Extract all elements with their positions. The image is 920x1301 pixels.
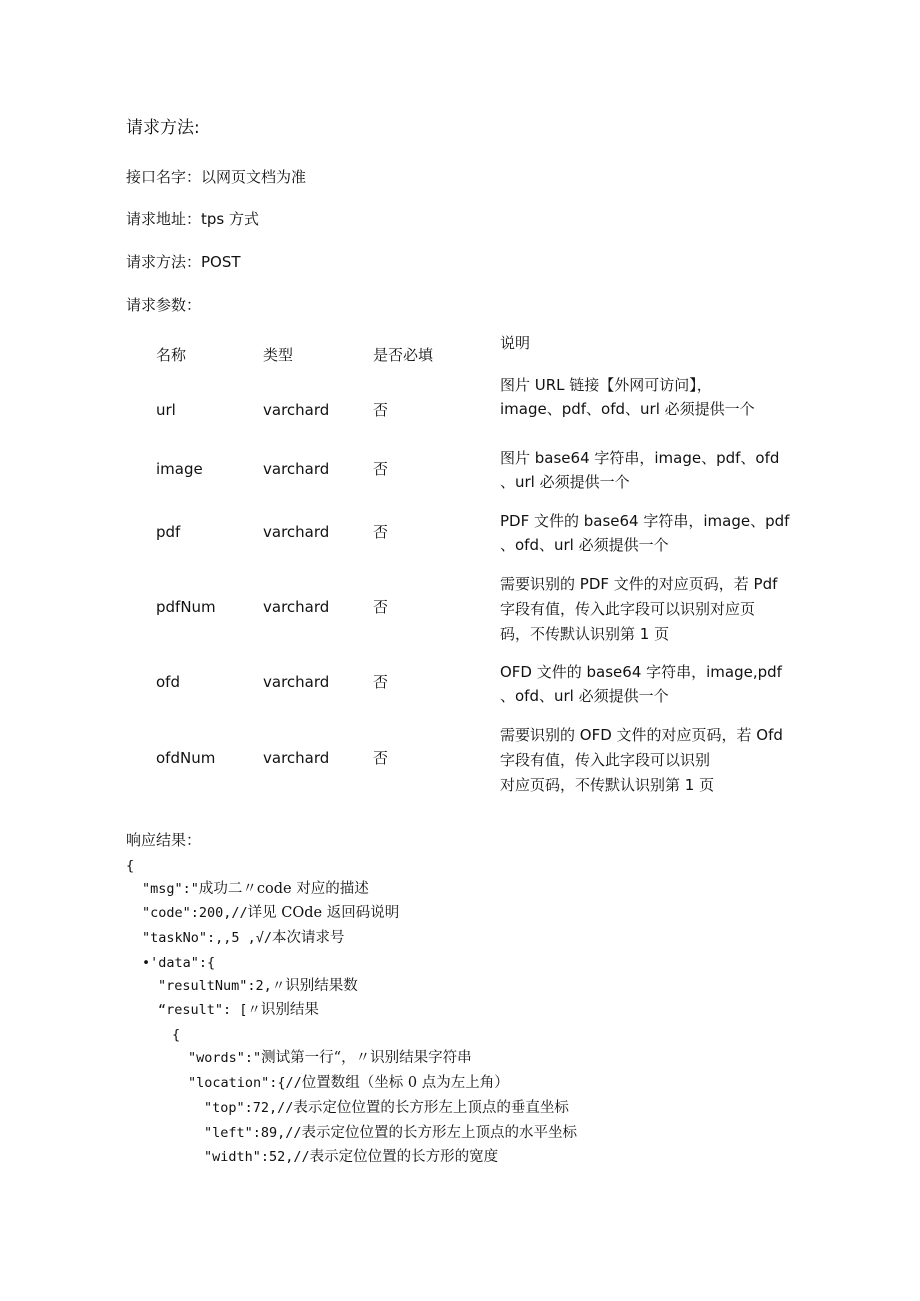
code-text: •'data":{ <box>142 955 216 971</box>
param-name: ofdNum <box>156 749 216 767</box>
code-comment: 测试第一行“，〃识别结果字符串 <box>261 1050 472 1066</box>
code-comment: 识别结果 <box>260 1002 319 1018</box>
description-line: 图片 URL 链接【外网可访问】， <box>500 376 712 394</box>
param-description <box>500 446 779 494</box>
description-line: 码，不传默认识别第 1 页 <box>500 625 670 643</box>
code-comment: 本次请求号 <box>272 930 345 946</box>
param-name: image <box>156 460 203 478</box>
description-line: 对应页码，不传默认识别第 1 页 <box>500 776 715 794</box>
page-heading: 请求方法: <box>126 118 200 138</box>
description-line: 需要识别的 OFD 文件的对应页码，若 Ofd <box>500 726 783 744</box>
param-required: 否 <box>373 749 389 767</box>
code-text: "location":{// <box>188 1075 302 1091</box>
param-description <box>500 660 782 708</box>
param-type: varchard <box>263 598 330 616</box>
code-line <box>188 1074 509 1092</box>
code-line <box>142 929 345 947</box>
param-name: pdf <box>156 523 181 541</box>
code-line <box>142 904 399 922</box>
param-type: varchard <box>263 401 330 419</box>
description-line: OFD 文件的 base64 字符串，image,pdf <box>500 663 782 681</box>
code-text: { <box>172 1027 181 1043</box>
request-params-line: 请求参数： <box>126 296 202 314</box>
request-url-line: 请求地址：tps 方式 <box>126 210 259 228</box>
code-text: "top":72,// <box>204 1100 294 1116</box>
code-comment: 详见 COde 返回码说明 <box>247 905 400 921</box>
code-comment: 表示定位位置的长方形左上顶点的水平坐标 <box>301 1125 578 1141</box>
code-text: "taskNo":,,5 ,√/ <box>142 930 273 946</box>
code-comment: 识别结果数 <box>285 978 358 994</box>
header-type: 类型 <box>263 346 294 364</box>
param-name: pdfNum <box>156 598 216 616</box>
code-line <box>142 954 215 972</box>
code-comment: 表示定位位置的长方形的宽度 <box>309 1149 499 1165</box>
header-name: 名称 <box>156 346 187 364</box>
code-comment: 位置数组（坐标 0 点为左上角） <box>301 1075 509 1091</box>
code-line <box>158 1001 319 1019</box>
header-description: 说明 <box>500 334 531 352</box>
code-line <box>172 1026 180 1044</box>
description-line: 、ofd、url 必须提供一个 <box>500 687 669 705</box>
description-line: image、pdf、ofd、url 必须提供一个 <box>500 400 755 418</box>
code-line <box>142 880 369 898</box>
param-description <box>500 723 783 798</box>
code-line <box>204 1099 569 1117</box>
description-line: 字段有值，传入此字段可以识别 <box>500 751 711 769</box>
code-text: { <box>126 858 135 874</box>
param-type: varchard <box>263 673 330 691</box>
description-line: 、ofd、url 必须提供一个 <box>500 536 669 554</box>
param-required: 否 <box>373 673 389 691</box>
code-line <box>204 1124 577 1142</box>
param-required: 否 <box>373 523 389 541</box>
code-text: "msg":" <box>142 881 199 897</box>
param-type: varchard <box>263 523 330 541</box>
code-text: "width":52,// <box>204 1149 310 1165</box>
code-text: "code":200,// <box>142 905 248 921</box>
param-description <box>500 572 777 647</box>
code-text: "left":89,// <box>204 1125 302 1141</box>
code-text: "resultNum":2,〃 <box>158 978 286 994</box>
code-line <box>188 1049 472 1067</box>
param-name: url <box>156 401 176 419</box>
api-name-line: 接口名字：以网页文档为准 <box>126 168 307 186</box>
code-text: “result": [〃 <box>158 1002 261 1018</box>
param-description <box>500 373 755 421</box>
response-title: 响应结果： <box>126 831 202 849</box>
code-line <box>126 857 134 875</box>
request-method-line: 请求方法：POST <box>126 253 241 271</box>
header-required: 是否必填 <box>373 346 434 364</box>
param-required: 否 <box>373 598 389 616</box>
param-type: varchard <box>263 749 330 767</box>
param-required: 否 <box>373 401 389 419</box>
description-line: 、url 必须提供一个 <box>500 473 630 491</box>
code-comment: 表示定位位置的长方形左上顶点的垂直坐标 <box>293 1100 569 1116</box>
code-comment: 成功二〃code 对应的描述 <box>198 881 369 897</box>
code-text: "words":" <box>188 1050 262 1066</box>
param-name: ofd <box>156 673 180 691</box>
param-description <box>500 509 789 557</box>
param-type: varchard <box>263 460 330 478</box>
description-line: PDF 文件的 base64 字符串，image、pdf <box>500 512 790 530</box>
description-line: 需要识别的 PDF 文件的对应页码，若 Pdf <box>500 575 778 593</box>
code-line <box>158 977 358 995</box>
code-line <box>204 1148 498 1166</box>
param-required: 否 <box>373 460 389 478</box>
description-line: 图片 base64 字符串，image、pdf、ofd <box>500 449 780 467</box>
description-line: 字段有值，传入此字段可以识别对应页 <box>500 600 756 618</box>
